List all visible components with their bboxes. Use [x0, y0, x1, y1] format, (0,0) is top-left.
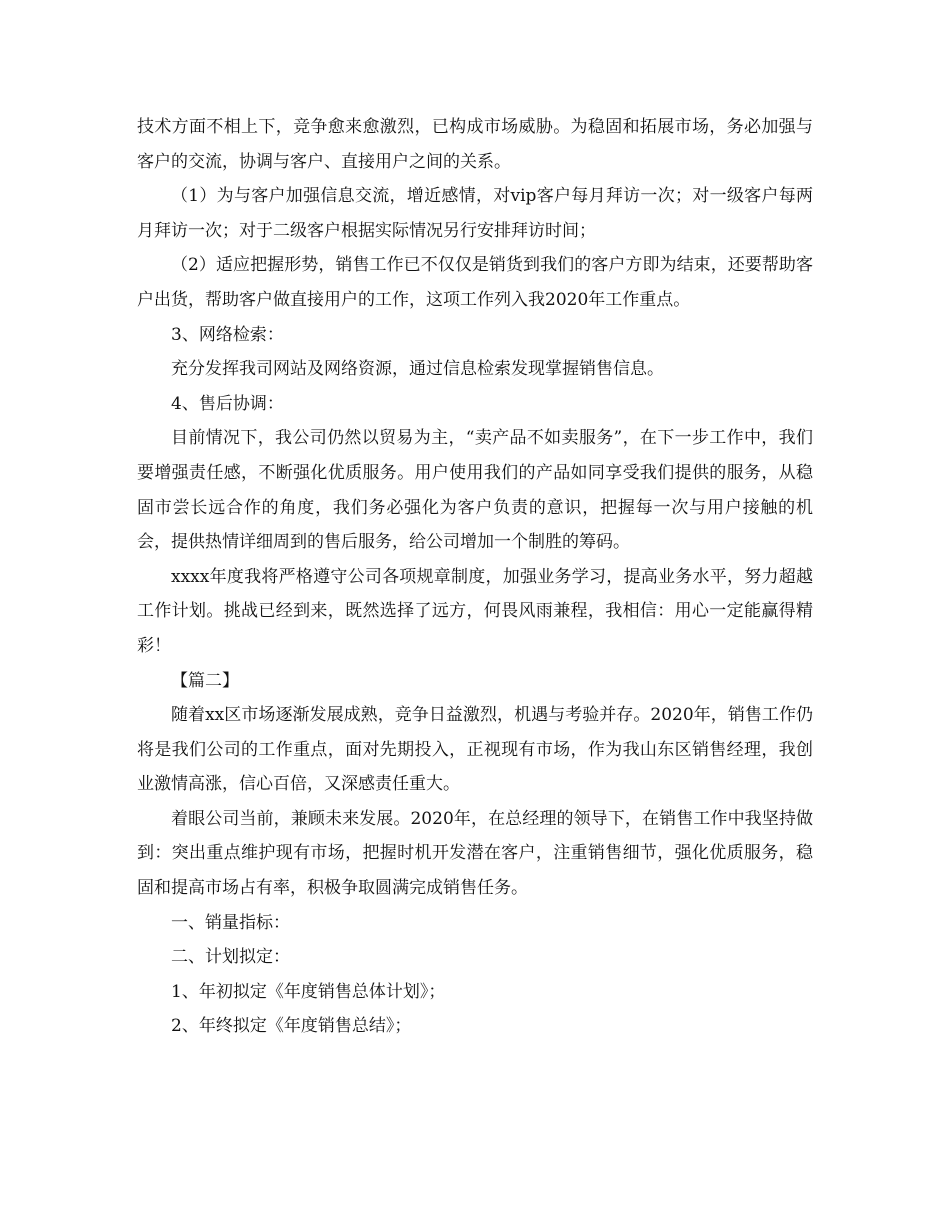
document-body [137, 110, 813, 1044]
paragraph-2: （1）为与客户加强信息交流，增近感情，对vip客户每月拜访一次；对一级客户每两月拜访一次；对于二级客户根据实际情况另行安排拜访时间； [137, 186, 813, 241]
list-item-2: 2、年终拟定《年度销售总结》； [171, 1016, 412, 1037]
paragraph-5: 充分发挥我司网站及网络资源，通过信息检索发现掌握销售信息。 [171, 359, 664, 380]
list-item-1: 1、年初拟定《年度销售总体计划》； [171, 981, 446, 1002]
paragraph-11: 着眼公司当前，兼顾未来发展。2020年，在总经理的领导下，在销售工作中我坚持做到：突出重点维护现有市场，把握时机开发潜在客户，注重销售细节，强化优质服务，稳固和提高市场占有率，积极争取圆满完成销售任务。 [137, 808, 813, 899]
paragraph-3: （2）适应把握形势，销售工作已不仅仅是销货到我们的客户方即为结束，还要帮助客户出货，帮助客户做直接用户的工作，这项工作列入我2020年工作重点。 [137, 255, 813, 310]
heading-after-sales: 4、售后协调： [171, 393, 284, 414]
heading-network-search: 3、网络检索： [171, 324, 284, 345]
heading-plan-drafting: 二、计划拟定： [171, 947, 290, 968]
heading-sales-target: 一、销量指标： [171, 912, 290, 933]
section-title-part-two: 【篇二】 [171, 670, 239, 691]
paragraph-7: 目前情况下，我公司仍然以贸易为主，“卖产品不如卖服务”，在下一步工作中，我们要增强责任感，不断强化优质服务。用户使用我们的产品如同享受我们提供的服务，从稳固市尝长远合作的角度，我们务必强化为客户负责的意识，把握每一次与用户接触的机会，提供热情详细周到的售后服务，给公司增加一个制胜的筹码。 [137, 428, 813, 553]
paragraph-10: 随着xx区市场逐渐发展成熟，竞争日益激烈，机遇与考验并存。2020年，销售工作仍将是我们公司的工作重点，面对先期投入，正视现有市场，作为我山东区销售经理，我创业激情高涨，信心百倍，又深感责任重大。 [137, 705, 813, 795]
paragraph-1: 技术方面不相上下，竞争愈来愈激烈，已构成市场威胁。为稳固和拓展市场，务必加强与客户的交流，协调与客户、直接用户之间的关系。 [137, 117, 813, 172]
paragraph-8: xxxx年度我将严格遵守公司各项规章制度，加强业务学习，提高业务水平，努力超越工作计划。挑战已经到来，既然选择了远方，何畏风雨兼程，我相信：用心一定能赢得精彩！ [137, 566, 813, 656]
